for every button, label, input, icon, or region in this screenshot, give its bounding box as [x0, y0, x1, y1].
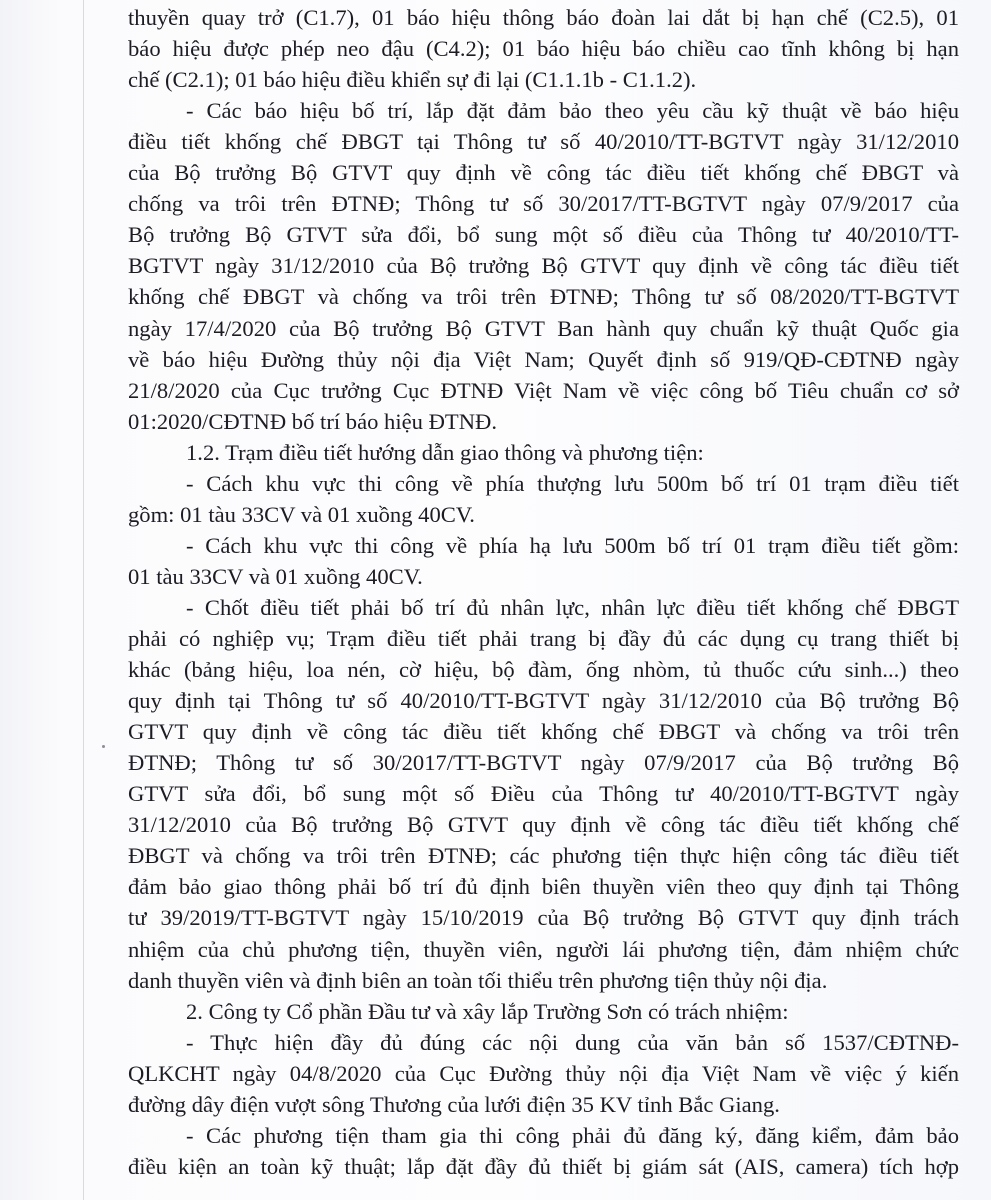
text-line: danh thuyền viên và định biên an toàn tối thiểu trên phương tiện thủy nội địa.	[128, 968, 828, 993]
text-line: báo hiệu được phép neo đậu (C4.2); 01 báo hiệu báo chiều cao tĩnh không bị hạn	[128, 36, 959, 61]
text-line: 21/8/2020 của Cục trưởng Cục ĐTNĐ Việt Nam về việc công bố Tiêu chuẩn cơ sở	[128, 378, 959, 403]
text-line: chế (C2.1); 01 báo hiệu điều khiển sự đi lại (C1.1.1b - C1.1.2).	[128, 67, 697, 92]
text-line: khác (bảng hiệu, loa nén, cờ hiệu, bộ đàm, ống nhòm, tủ thuốc cứu sinh...) theo	[128, 657, 959, 682]
text-line: tư 39/2019/TT-BGTVT ngày 15/10/2019 của Bộ trưởng Bộ GTVT quy định trách	[128, 905, 959, 930]
text-line: 2. Công ty Cổ phần Đầu tư và xây lắp Trường Sơn có trách nhiệm:	[186, 999, 789, 1024]
text-line: - Cách khu vực thi công về phía thượng lưu 500m bố trí 01 trạm điều tiết	[186, 471, 959, 496]
text-line: ĐBGT và chống va trôi trên ĐTNĐ; các phương tiện thực hiện công tác điều tiết	[128, 843, 959, 868]
text-line: QLKCHT ngày 04/8/2020 của Cục Đường thủy nội địa Việt Nam về việc ý kiến	[128, 1061, 959, 1086]
text-line: quy định tại Thông tư số 40/2010/TT-BGTVT ngày 31/12/2010 của Bộ trưởng Bộ	[128, 688, 959, 713]
text-line: BGTVT ngày 31/12/2010 của Bộ trưởng Bộ GTVT quy định về công tác điều tiết	[128, 253, 959, 278]
text-line: Bộ trưởng Bộ GTVT sửa đổi, bổ sung một số điều của Thông tư 40/2010/TT-	[128, 222, 959, 247]
text-line: nhiệm của chủ phương tiện, thuyền viên, người lái phương tiện, đảm nhiệm chức	[128, 937, 959, 962]
text-line: GTVT quy định về công tác điều tiết khống chế ĐBGT và chống va trôi trên	[128, 719, 959, 744]
text-line: - Các phương tiện tham gia thi công phải đủ đăng ký, đăng kiểm, đảm bảo	[186, 1123, 959, 1148]
text-line: - Các báo hiệu bố trí, lắp đặt đảm bảo theo yêu cầu kỹ thuật về báo hiệu	[186, 98, 959, 123]
text-line: ĐTNĐ; Thông tư số 30/2017/TT-BGTVT ngày 07/9/2017 của Bộ trưởng Bộ	[128, 750, 959, 775]
text-line: - Chốt điều tiết phải bố trí đủ nhân lực, nhân lực điều tiết khống chế ĐBGT	[186, 595, 959, 620]
text-line: phải có nghiệp vụ; Trạm điều tiết phải trang bị đầy đủ các dụng cụ trang thiết bị	[128, 626, 959, 651]
text-line: thuyền quay trở (C1.7), 01 báo hiệu thông báo đoàn lai dắt bị hạn chế (C2.5), 01	[128, 5, 959, 30]
text-line: điều kiện an toàn kỹ thuật; lắp đặt đầy đủ thiết bị giám sát (AIS, camera) tích hợp	[128, 1154, 959, 1179]
text-line: gồm: 01 tàu 33CV và 01 xuồng 40CV.	[128, 502, 475, 527]
text-line: ngày 17/4/2020 của Bộ trưởng Bộ GTVT Ban hành quy chuẩn kỹ thuật Quốc gia	[128, 316, 959, 341]
text-line: - Cách khu vực thi công về phía hạ lưu 500m bố trí 01 trạm điều tiết gồm:	[186, 533, 959, 558]
text-line: về báo hiệu Đường thủy nội địa Việt Nam; Quyết định số 919/QĐ-CĐTNĐ ngày	[128, 347, 959, 372]
text-line: GTVT sửa đổi, bổ sung một số Điều của Thông tư 40/2010/TT-BGTVT ngày	[128, 781, 959, 806]
text-line: của Bộ trưởng Bộ GTVT quy định về công tác điều tiết khống chế ĐBGT và	[128, 160, 959, 185]
text-line: 01:2020/CĐTNĐ bố trí báo hiệu ĐTNĐ.	[128, 409, 497, 434]
text-line: điều tiết khống chế ĐBGT tại Thông tư số 40/2010/TT-BGTVT ngày 31/12/2010	[128, 129, 959, 154]
text-line: đường dây điện vượt sông Thương của lưới điện 35 KV tỉnh Bắc Giang.	[128, 1092, 780, 1117]
text-line: chống va trôi trên ĐTNĐ; Thông tư số 30/2017/TT-BGTVT ngày 07/9/2017 của	[128, 191, 959, 216]
text-line: 01 tàu 33CV và 01 xuồng 40CV.	[128, 564, 423, 589]
text-line: 1.2. Trạm điều tiết hướng dẫn giao thông và phương tiện:	[186, 440, 704, 465]
text-line: 31/12/2010 của Bộ trưởng Bộ GTVT quy định về công tác điều tiết khống chế	[128, 812, 959, 837]
text-line: đảm bảo giao thông phải bố trí đủ định biên thuyền viên theo quy định tại Thông	[128, 874, 959, 899]
text-line: khống chế ĐBGT và chống va trôi trên ĐTNĐ; Thông tư số 08/2020/TT-BGTVT	[128, 284, 959, 309]
text-line: - Thực hiện đầy đủ đúng các nội dung của văn bản số 1537/CĐTNĐ-	[186, 1030, 959, 1055]
